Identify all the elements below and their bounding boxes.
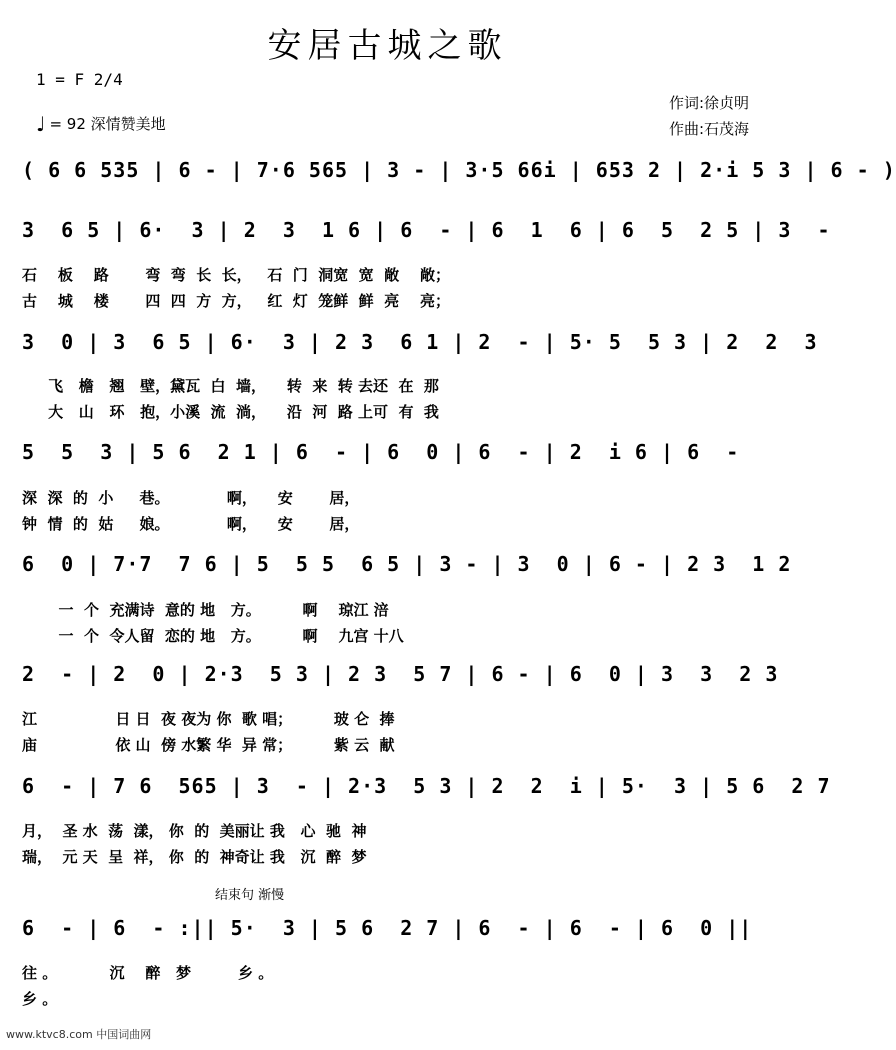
key-signature: 1 = F 2/4 [36, 70, 123, 89]
score-system [22, 218, 831, 262]
score-system [22, 662, 779, 706]
lyric-verse-1: 石 板 路 弯 弯 长 长， 石 门 洞宽 宽 敞 敞； [22, 266, 450, 284]
score-system [22, 330, 818, 374]
score-system [22, 916, 752, 960]
composer-credit: 作曲:石茂海 [668, 120, 749, 138]
notation-line: 2 - | 2 0 | 2·3 5 3 | 2 3 5 7 | 6 - | 6 0 | 3 3 2 3 [22, 662, 779, 686]
notation-line: 3 6 5 | 6· 3 | 2 3 1 6 | 6 - | 6 1 6 | 6 5 2 5 | 3 - [22, 218, 831, 242]
lyric-verse-2: 瑞， 元 天 呈 祥， 你 的 神奇让 我 沉 醉 梦 [22, 848, 367, 866]
notation-line: 6 - | 7 6 565 | 3 - | 2·3 5 3 | 2 2 i | 5· 3 | 5 6 2 7 [22, 774, 831, 798]
lyric-verse-1: 一 个 充满诗 意的 地 方。 啊 琼江 涪 [22, 601, 389, 619]
lyric-verse-1: 深 深 的 小 巷。 啊， 安 居， [22, 489, 360, 507]
lyric-verse-2: 乡 。 [22, 990, 58, 1008]
lyric-verse-1: 月， 圣 水 荡 漾， 你 的 美丽让 我 心 驰 神 [22, 822, 367, 840]
tempo-marking [36, 112, 166, 136]
notation-line: 6 - | 6 - :|| 5· 3 | 5 6 2 7 | 6 - | 6 - | 6 0 || [22, 916, 753, 940]
tempo-text: = 92 深情赞美地 [49, 115, 166, 133]
score-system [22, 774, 831, 818]
notation-line: 6 0 | 7·7 7 6 | 5 5 5 6 5 | 3 - | 3 0 | 6 - | 2 3 1 2 [22, 552, 792, 576]
ending-marking: 结束句 渐慢 [215, 888, 285, 903]
quarter-note-icon: ♩ [36, 112, 46, 136]
notation-line: 5 5 3 | 5 6 2 1 | 6 - | 6 0 | 6 - | 2 i 6 | 6 - [22, 440, 740, 464]
score-system [22, 158, 896, 202]
song-title: 安居古城之歌 [267, 26, 508, 66]
lyric-verse-1: 飞 檐 翘 壁，黛瓦 白 墙， 转 来 转 去还 在 那 [22, 377, 439, 395]
lyric-verse-2: 钟 情 的 姑 娘。 啊， 安 居， [22, 515, 360, 533]
lyric-verse-2: 古 城 楼 四 四 方 方， 红 灯 笼鲜 鲜 亮 亮； [22, 292, 450, 310]
lyric-verse-1: 往 。 沉 醉 梦 乡 。 [22, 964, 274, 982]
lyric-verse-2: 一 个 令人留 恋的 地 方。 啊 九宫 十八 [22, 627, 404, 645]
site-watermark: www.ktvc8.com 中国词曲网 [6, 1028, 152, 1041]
score-system [22, 552, 792, 596]
lyric-verse-2: 庙 依 山 傍 水繁 华 异 常； 紫 云 献 [22, 736, 395, 754]
notation-line: ( 6 6 535 | 6 - | 7·6 565 | 3 - | 3·5 66i | 653 2 | 2·i 5 3 | 6 - ) [22, 158, 896, 182]
score-system [22, 440, 752, 484]
lyric-verse-1: 江 日 日 夜 夜为 你 歌 唱； 玻 仑 捧 [22, 710, 395, 728]
lyric-verse-2: 大 山 环 抱，小溪 流 淌， 沿 河 路 上可 有 我 [22, 403, 439, 421]
notation-line: 3 0 | 3 6 5 | 6· 3 | 2 3 6 1 | 2 - | 5· 5 5 3 | 2 2 3 [22, 330, 818, 354]
lyricist-credit: 作词:徐贞明 [668, 94, 749, 112]
